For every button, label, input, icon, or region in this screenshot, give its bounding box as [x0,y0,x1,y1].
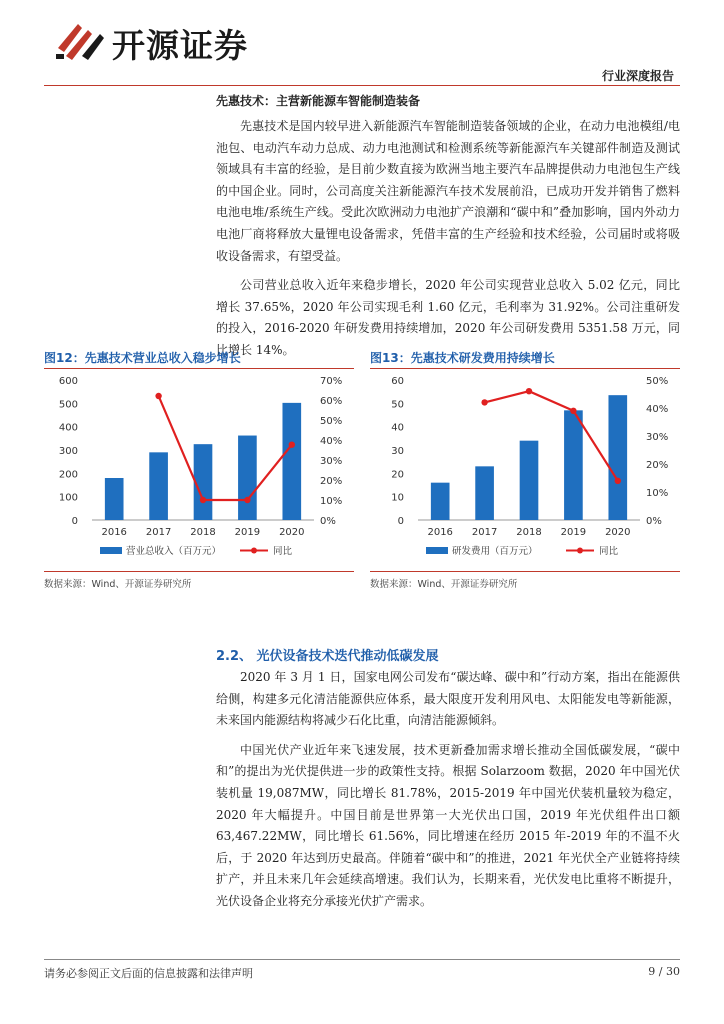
bar [608,395,627,520]
y-tick-label-right: 60% [320,396,343,407]
header-divider [44,85,680,86]
y-tick-label-left: 400 [58,422,78,434]
y-tick-label-left: 0 [397,516,404,527]
figure-13-rule [370,368,680,369]
y-tick-label-left: 50 [391,399,404,411]
y-tick-label-right: 40% [320,436,343,447]
legend-bar-swatch [426,547,448,554]
bar [238,436,257,520]
figure-12-rule [44,368,354,369]
legend-label: 营业总收入（百万元） [126,546,222,557]
line-point [526,388,532,394]
y-tick-label-right: 20% [646,460,669,471]
brand-name: 开源证券 [112,26,248,65]
legend-label: 同比 [273,546,293,557]
footer-disclaimer: 请务必参阅正文后面的信息披露和法律声明 [44,967,253,980]
figure-12-chart [44,370,354,570]
x-tick-label: 2016 [101,527,127,538]
x-tick-label: 2020 [279,527,305,538]
legend-line-marker [577,548,583,554]
legend-bar-swatch [100,547,122,554]
y-tick-label-left: 60 [391,376,404,387]
y-tick-label-right: 30% [320,456,343,467]
y-tick-label-right: 0% [320,516,336,527]
x-tick-label: 2017 [471,527,498,538]
section2-body [216,667,680,913]
y-tick-label-right: 10% [320,496,343,507]
y-tick-label-right: 0% [646,516,662,527]
logo-mark-icon [52,18,110,62]
line-point [289,442,295,448]
x-tick-label: 2016 [427,527,453,538]
brand-logo [52,18,110,62]
legend-line-marker [251,548,257,554]
figure-13-title: 图13：先惠技术研发费用持续增长 [370,351,555,365]
figure-13-source: 数据来源：Wind、开源证券研究所 [370,579,518,590]
y-tick-label-right: 40% [646,404,669,415]
series-line [485,391,618,481]
y-tick-label-left: 30 [391,446,404,457]
x-tick-label: 2017 [145,527,172,538]
line-point [481,399,487,405]
section1-body [216,116,680,362]
y-tick-label-left: 300 [58,446,78,457]
bar [564,410,583,520]
y-tick-label-right: 10% [646,488,669,499]
y-tick-label-right: 50% [646,376,669,387]
y-tick-label-left: 200 [58,469,78,481]
x-tick-label: 2018 [516,527,542,538]
page-number: 9 / 30 [648,965,680,978]
paragraph: 公司营业总收入近年来稳步增长，2020 年公司实现营业总收入 5.02 亿元，同比增长 37.65%，2020 年公司实现毛利 1.60 亿元，毛利率为 31.92%。公司注重研发的投入，2016-2020 年研发费用持续增加，2020 年公司研发费用 5351.58 万元，同比增长 14%。 [216,278,680,357]
series-line [159,396,292,500]
x-tick-label: 2018 [190,527,216,538]
bar [520,441,539,520]
y-tick-label-right: 70% [320,376,343,387]
y-tick-label-left: 10 [391,492,404,504]
legend-label: 同比 [599,546,619,557]
figure-12-title: 图12：先惠技术营业总收入稳步增长 [44,351,241,365]
bar [431,483,450,520]
line-point [570,408,576,414]
footer-divider [44,959,680,960]
paragraph: 先惠技术是国内较早进入新能源汽车智能制造装备领域的企业，在动力电池模组/电池包、电动汽车动力总成、动力电池测试和检测系统等新能源汽车关键部件制造及测试领域具有丰富的经验，是目前少数直接为欧洲当地主要汽车品牌提供动力电池包生产线的中国企业。同时，公司高度关注新能源汽车技术发展前沿，已成功开发并销售了燃料电池电堆/系统生产线。受此次欧洲动力电池扩产浪潮和“碳中和”叠加影响，国内外动力电池厂商将释放大量锂电设备需求，凭借丰富的生产经验和技术经验，公司届时或将吸收设备需求，有望受益。 [216,119,680,263]
x-tick-label: 2019 [234,527,261,538]
line-point [155,393,161,399]
y-tick-label-left: 20 [391,469,404,481]
line-point [200,497,206,503]
y-tick-label-left: 40 [391,422,404,434]
line-point [244,497,250,503]
section-title: 先惠技术：主营新能源车智能制造装备 [216,94,421,108]
x-tick-label: 2020 [605,527,631,538]
x-tick-label: 2019 [560,527,587,538]
bar [105,478,124,520]
y-tick-label-left: 0 [71,516,78,527]
paragraph: 中国光伏产业近年来飞速发展，技术更新叠加需求增长推动全国低碳发展，“碳中和”的提出为光伏提供进一步的政策性支持。根据 Solarzoom 数据，2020 年中国光伏装机量 19,087MW，同比增长 81.78%，2015-2019 年中国光伏装机量较为稳定，2020 年大幅提升。中国目前是世界第一大光伏出口国，2019 年光伏组件出口额 63,467.22MW，同比增长 61.56%，同比增速在经历 2015 年-2019 年的不温不火后，于 2020 年达到历史最高。伴随着“碳中和”的推进，2021 年光伏全产业链将持续扩产，并且未来几年会延续高增速。我们认为，长期来看，光伏发电比重将不断提升，光伏设备企业将充分承接光伏扩产需求。 [216,742,680,908]
y-tick-label-right: 30% [646,432,669,443]
figure-13-bottom-rule [370,571,680,572]
paragraph: 2020 年 3 月 1 日，国家电网公司发布“碳达峰、碳中和”行动方案，指出在能源供给侧，构建多元化清洁能源供应体系，最大限度开发利用风电、太阳能发电等新能源，未来国内能源结构将减少石化比重，向清洁能源倾斜。 [216,670,680,728]
y-tick-label-left: 500 [58,399,78,411]
section-heading: 2.2、 光伏设备技术迭代推动低碳发展 [216,649,439,664]
report-type-label: 行业深度报告 [601,69,674,83]
figure-12-bottom-rule [44,571,354,572]
line-point [615,478,621,484]
y-tick-label-right: 20% [320,476,343,487]
y-tick-label-left: 100 [58,492,78,504]
bar [282,403,301,520]
figure-13-chart [370,370,680,570]
y-tick-label-right: 50% [320,416,343,427]
y-tick-label-left: 600 [58,376,78,387]
figure-12-source: 数据来源：Wind、开源证券研究所 [44,579,192,590]
legend-label: 研发费用（百万元） [452,546,538,557]
bar [149,452,168,520]
bar [475,466,494,520]
